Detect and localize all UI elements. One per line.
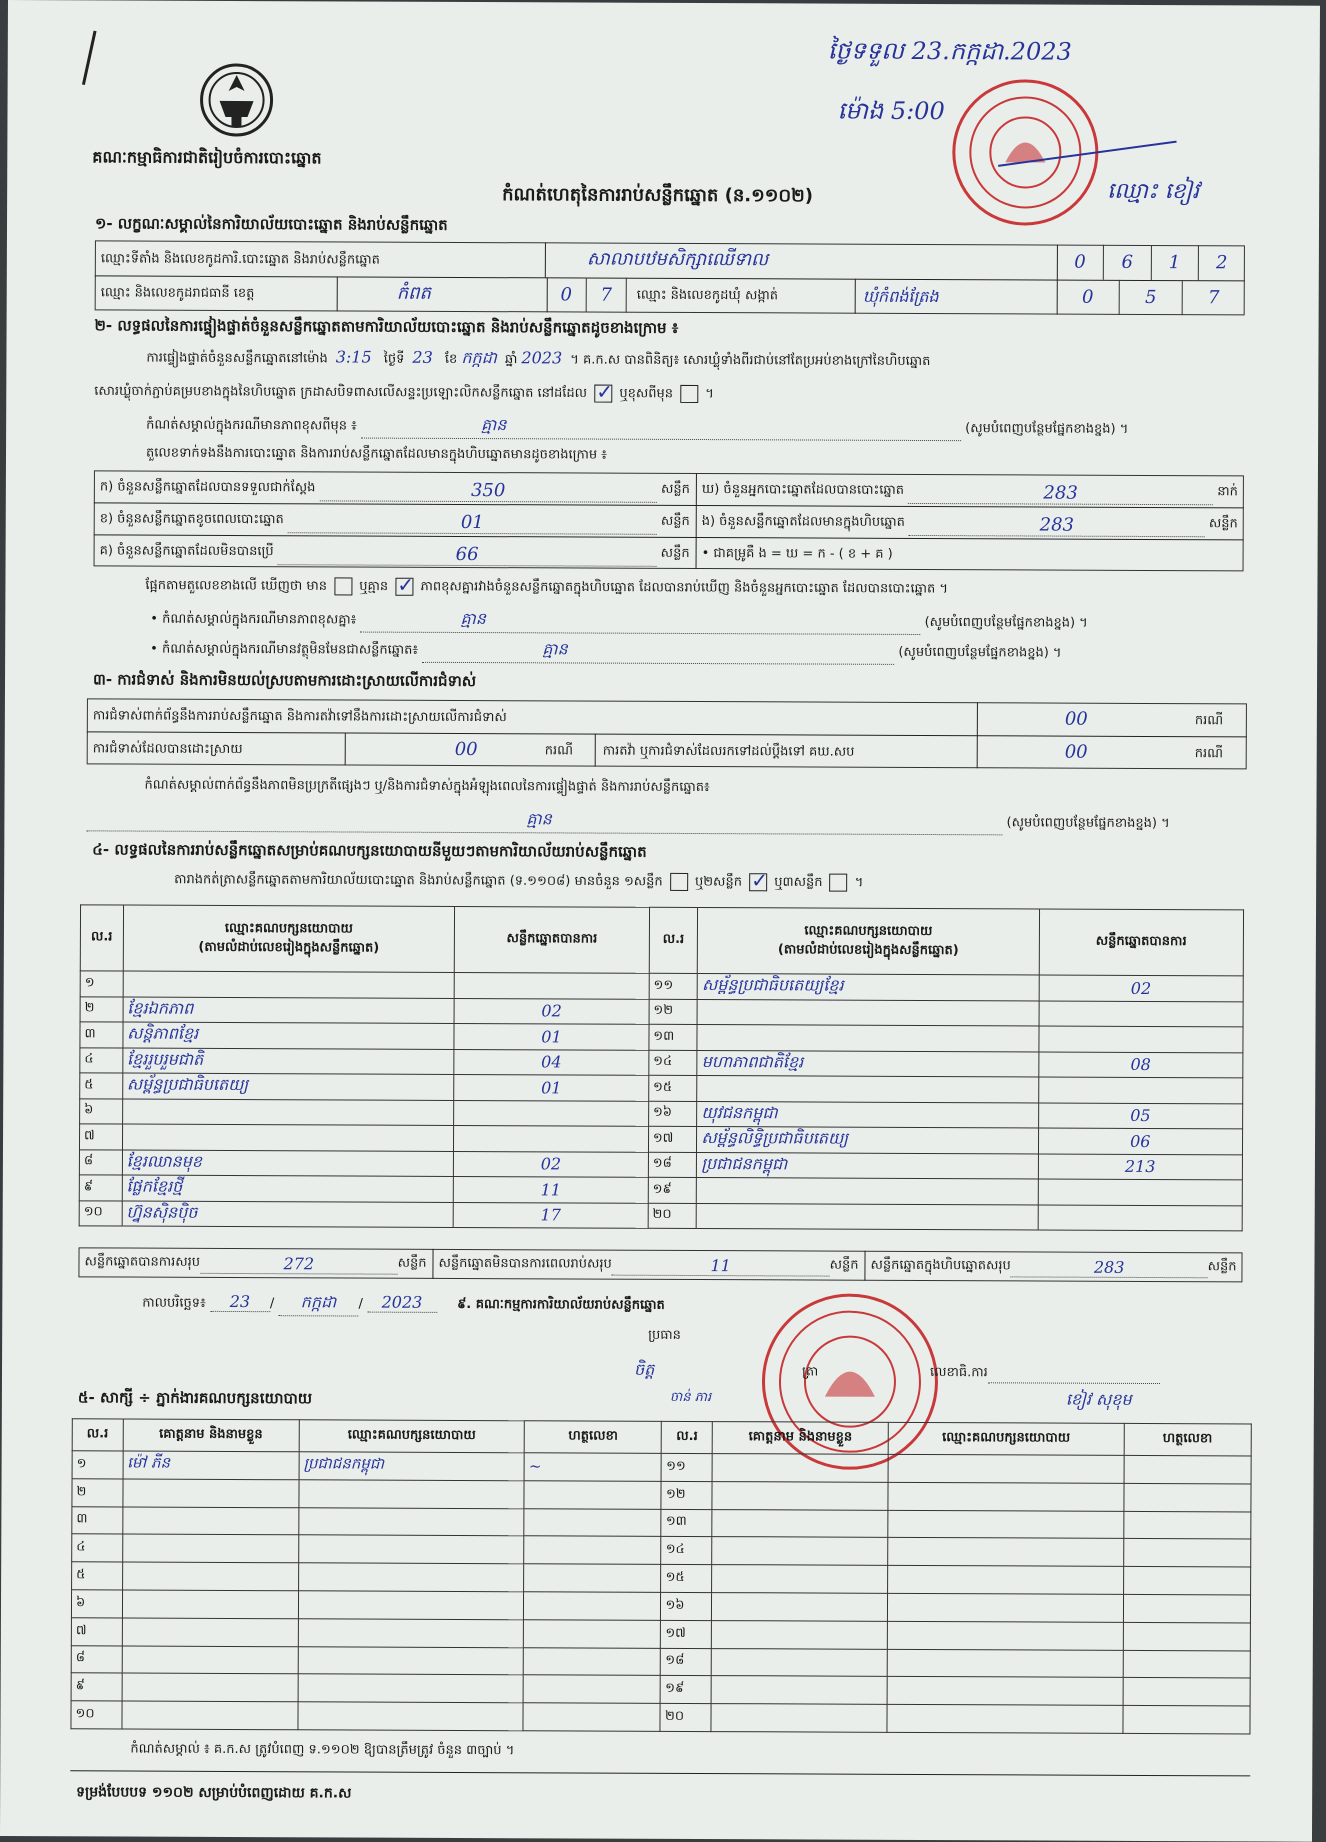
figure-label: ឃ) ចំនួនអ្នកបោះឆ្នោតដែលបានបោះឆ្នោត (701, 482, 905, 498)
party-name (697, 1178, 1038, 1205)
vote-count: 05 (1038, 1103, 1243, 1129)
section4-title: ៤- លទ្ធផលនៃការរាប់សន្លឹកឆ្នោតសម្រាប់គណបក្សនយោបាយនីមួយៗតាមការិយាល័យរាប់សន្លឹកឆ្នោត (92, 840, 647, 861)
figure-row-c (100, 542, 690, 567)
resolved-value: 00 (454, 738, 478, 761)
section2-title: ២- លទ្ធផលនៃការផ្ទៀងផ្ទាត់ចំនួនសន្លឹកឆ្នោតតាមការិយាល័យបោះឆ្នោត និងរាប់សន្លឹកឆ្នោតដូចខាងក្រោម ៖ (94, 316, 679, 337)
table-row (71, 1701, 1250, 1734)
form-title: កំណត់ហេតុនៃការរាប់សន្លឹកឆ្នោត (ន.១១០២) (502, 184, 814, 207)
figure-label: ក) ចំនួនសន្លឹកឆ្នោតដែលបានទទួលជាក់ស្តែង (99, 479, 316, 496)
witness-party (298, 1674, 524, 1703)
three-sheet-label: ឬ៣សន្លឹក (774, 874, 823, 891)
witness-name (712, 1481, 888, 1510)
col-party (123, 905, 455, 972)
fill-note: (សូមបំពេញបន្ថែមផ្នែកខាងខ្នង) ។ (898, 644, 1062, 661)
same-checkbox[interactable] (594, 385, 612, 403)
fill-note: (សូមបំពេញបន្ថែមផ្នែកខាងខ្នង) ។ (924, 615, 1088, 631)
row-number: ១៣ (649, 1024, 698, 1050)
row-number: ៥ (72, 1562, 123, 1590)
witness-name (711, 1593, 887, 1622)
chair-signature: ចិត្ត (633, 1359, 655, 1379)
object-remark-value: គ្មាន (422, 638, 894, 665)
party-name: សន្តិភាពខ្មែរ (123, 1022, 455, 1049)
province-code-digit: 0 (547, 277, 587, 312)
witness-party (888, 1566, 1123, 1595)
witness-party (299, 1535, 525, 1564)
witness-name (711, 1620, 887, 1649)
secretary-dots (988, 1364, 1160, 1384)
vote-count (1038, 1205, 1243, 1231)
figure-unit: សន្លឹក (660, 481, 690, 497)
objection-value: 00 (1064, 708, 1088, 730)
appeal-unit: ករណី (1194, 746, 1224, 762)
objection-unit: ករណី (1194, 713, 1224, 729)
vote-count: 213 (1038, 1154, 1243, 1180)
row-number: ១៦ (648, 1101, 697, 1127)
witness-name (712, 1509, 888, 1538)
party-name (122, 1099, 454, 1126)
row-number: ១៤ (661, 1537, 712, 1565)
valid-total (84, 1253, 426, 1274)
appeal-label: ការតវ៉ា ឬការជំទាស់ដែលរកទៅដល់ប្តឹងទៅ គឃ.សប (602, 743, 855, 760)
witness-signature (1122, 1706, 1250, 1734)
invalid-total-value: 11 (612, 1256, 830, 1277)
discrepancy-line (145, 577, 948, 600)
row-number: ៤ (80, 1047, 123, 1073)
party-name: សម្ព័ន្ធលិទ្ធិប្រជាធិបតេយ្យ (697, 1127, 1038, 1154)
object-remark (150, 637, 1061, 666)
verify-year-label: ឆ្នាំ (504, 352, 518, 368)
box-total-unit: សន្លឹក (1207, 1259, 1237, 1275)
site-value: សាលាបឋមសិក្សាឈើទាល (586, 248, 769, 271)
witness-party: ប្រជាជនកម្ពុជា (299, 1452, 525, 1481)
row-number: ១៧ (648, 1126, 697, 1152)
row-number: ២០ (660, 1704, 711, 1732)
witness-name (122, 1590, 298, 1619)
row-number: ១២ (661, 1481, 712, 1509)
irregularity-value: គ្មាន (86, 806, 1002, 835)
witness-party (299, 1480, 525, 1509)
irregularity-line (86, 806, 1169, 836)
row-number: ៨ (79, 1149, 122, 1175)
box-total-value: 283 (1011, 1257, 1208, 1278)
party-name: ផ្លែកខ្មែរថ្មី (122, 1175, 454, 1202)
figure-label: គ) ចំនួនសន្លឹកឆ្នោតដែលមិនបានប្រើ (99, 543, 274, 560)
witness-signature (524, 1481, 661, 1509)
row-number: ១៩ (648, 1177, 697, 1203)
resolved-unit: ករណី (544, 743, 574, 759)
figure-value: 283 (909, 514, 1205, 537)
witness-signature (524, 1620, 661, 1648)
witness-party (888, 1454, 1123, 1483)
figure-label: ង) ចំនួនសន្លឹកឆ្នោតដែលមានក្នុងហិបឆ្នោត (701, 514, 905, 530)
vote-count (1038, 1077, 1243, 1103)
diff-remark-label: • កំណត់សម្គាល់ក្នុងករណីមានភាពខុសគ្នា៖ (150, 611, 357, 628)
witness-name (122, 1562, 298, 1591)
witness-signature (1123, 1567, 1251, 1595)
row-number: ១៣ (661, 1509, 712, 1537)
witness-signature (1124, 1455, 1252, 1483)
witness-name (712, 1537, 888, 1566)
row-number: ១០ (79, 1200, 122, 1226)
one-sheet-checkbox[interactable] (670, 873, 688, 891)
figure-value: 283 (908, 482, 1213, 505)
witness-signature (1123, 1594, 1251, 1622)
invalid-total-label: សន្លឹកឆ្នោតមិនបានការពេលរាប់សរុប (438, 1255, 612, 1272)
witness-party (888, 1649, 1123, 1678)
row-number: ៦ (80, 1098, 123, 1124)
witness-party (888, 1593, 1123, 1622)
fill-note: (សូមបំពេញបន្ថែមផ្នែកខាងខ្នង) ។ (1006, 815, 1170, 832)
witness-name (122, 1507, 298, 1536)
commune-label: ឈ្មោះ និងលេខកូដឃុំ សង្កាត់ (636, 287, 778, 304)
figure-unit: សន្លឹក (660, 545, 690, 561)
vote-count: 04 (454, 1049, 649, 1075)
col-name: គោត្តនាម និងនាមខ្លួន (712, 1422, 888, 1455)
received-date: ថ្ងៃទទួល 23.កក្កដា.2023 (827, 36, 1072, 66)
witness-party (298, 1702, 524, 1731)
vote-count: 02 (454, 998, 649, 1024)
figure-label: ខ) ចំនួនសន្លឹកឆ្នោតខូចពេលបោះឆ្នោត (99, 511, 284, 528)
row-number: ៣ (72, 1506, 123, 1534)
vote-count: 11 (453, 1176, 648, 1202)
diff-note-value: គ្មាន (361, 414, 961, 442)
vote-count (1038, 1179, 1243, 1205)
col-party-sub: (តាមលំដាប់លេខរៀងក្នុងសន្លឹកឆ្នោត) (777, 941, 959, 958)
col-party: ឈ្មោះគណបក្សនយោបាយ (299, 1420, 525, 1453)
vote-count: 17 (453, 1202, 648, 1228)
witness-signature (1123, 1650, 1251, 1678)
vote-count: 02 (454, 1151, 649, 1177)
province-label: ឈ្មោះ និងលេខកូដរាជធានី ខេត្ត (100, 285, 255, 302)
witness-signature (1123, 1483, 1251, 1511)
row-number: ៣ (80, 1022, 123, 1048)
committee-name: គណៈកម្មាធិការជាតិរៀបចំការបោះឆ្នោត (92, 147, 322, 168)
witness-party (298, 1591, 524, 1620)
site-code-digit: 0 (1057, 245, 1104, 280)
row-number: ៤ (72, 1534, 123, 1562)
diff-note-line (146, 413, 1246, 443)
chair-name: ចាន់ ភារ (669, 1389, 712, 1406)
commune-code-digit: 0 (1057, 280, 1120, 315)
object-remark-label: • កំណត់សម្គាល់ក្នុងករណីមានវត្ថុមិនមែនជាសន្លឹកឆ្នោត៖ (150, 641, 419, 658)
site-code-digit: 1 (1151, 245, 1198, 280)
province-code-digit: 7 (587, 278, 627, 313)
party-name: សម្ព័ន្ធប្រជាធិបតេយ្យខ្មែរ (697, 974, 1038, 1001)
witness-name (711, 1648, 887, 1677)
row-number: ១២ (649, 999, 698, 1025)
witness-name (711, 1704, 887, 1733)
row-number: ៩ (79, 1175, 122, 1201)
received-signer: ឈ្មោះ ខៀវ (1107, 178, 1200, 205)
figure-row-a (100, 478, 690, 503)
figure-value: 01 (288, 511, 657, 535)
party-name (697, 1025, 1038, 1052)
figure-value: 66 (278, 543, 657, 567)
commune-code-digit: 5 (1120, 280, 1183, 315)
col-sign: ហត្ថលេខា (1124, 1423, 1252, 1456)
row-number: ១ (80, 971, 123, 997)
party-name: សម្ព័ន្ធប្រជាធិបតេយ្យ (122, 1073, 454, 1100)
col-votes: សន្លឹកឆ្នោតបានការ (454, 906, 649, 973)
witness-party (298, 1563, 524, 1592)
party-name (122, 1124, 454, 1151)
col-no: ល.រ (72, 1419, 123, 1451)
party-name: ប្រជាជនកម្ពុជា (697, 1152, 1038, 1179)
row-number: ១១ (662, 1453, 713, 1481)
chair-label: ប្រធាន (648, 1327, 681, 1343)
figure-unit: សន្លឹក (1208, 516, 1238, 532)
three-sheet-checkbox[interactable] (830, 874, 848, 892)
figures-intro: តួលេខទាក់ទងនឹងការបោះឆ្នោត និងការរាប់សន្លឹកឆ្នោតដែលមានក្នុងហិបឆ្នោតមានដូចខាងក្រោម ៖ (145, 445, 607, 463)
no-discrepancy-label: ឬគ្មាន (359, 579, 389, 595)
witness-signature (523, 1703, 660, 1731)
secretary-label (930, 1364, 1160, 1384)
two-sheet-checkbox[interactable] (749, 873, 767, 891)
party-name: យុវជនកម្ពុជា (697, 1101, 1038, 1128)
vote-count (454, 972, 649, 998)
row-number: ១០ (71, 1701, 122, 1729)
vote-count (454, 1125, 649, 1151)
pen-mark (82, 31, 97, 85)
row-number: ៨ (71, 1645, 122, 1673)
witness-party (299, 1507, 525, 1536)
date-month: កក្កដា (278, 1291, 358, 1316)
seal-text: សោរឃ្លុំចាក់ភ្ជាប់គម្របខាងក្នុងនៃហិបឆ្នោត ក្រដាសបិទពាសលើសន្ទះប្រឡោះលិកសន្លឹកឆ្នោត នៅដដែល (94, 383, 588, 402)
witness-signature: ~ (524, 1453, 661, 1481)
row-number: ១៩ (661, 1676, 712, 1704)
col-no: ល.រ (80, 905, 123, 971)
invalid-total-unit: សន្លឹក (829, 1257, 859, 1273)
emblem-icon (197, 61, 275, 139)
col-party: ឈ្មោះគណបក្សនយោបាយ (888, 1422, 1123, 1455)
official-stamp-top (952, 79, 1099, 226)
party-name (697, 999, 1038, 1026)
party-name (697, 1076, 1038, 1103)
witness-party (888, 1482, 1123, 1511)
vote-count: 06 (1038, 1128, 1243, 1154)
committee-label: ៩. គណៈកម្មការការិយាល័យរាប់សន្លឹកឆ្នោត (457, 1296, 665, 1313)
witness-name: ម៉ៅ ភីន (123, 1451, 299, 1480)
diff-remark-value: គ្មាន (360, 608, 920, 635)
witness-party (298, 1646, 524, 1675)
verify-month-label: ខែ (444, 351, 458, 367)
has-discrepancy-checkbox[interactable] (334, 577, 352, 595)
row-number: ៥ (80, 1073, 123, 1099)
verify-line (146, 346, 930, 373)
vote-count: 01 (454, 1023, 649, 1049)
row-number: ១៤ (649, 1050, 698, 1076)
figure-unit: សន្លឹក (660, 513, 690, 529)
witness-signature (524, 1592, 661, 1620)
site-code-digit: 2 (1215, 252, 1228, 274)
row-number: ៩ (71, 1673, 122, 1701)
commune-code-digit: 7 (1207, 287, 1220, 309)
no-discrepancy-checkbox[interactable] (395, 578, 413, 596)
row-number: ៧ (71, 1618, 122, 1646)
verify-text-2: ។ គ.ក.ស បានពិនិត្យ៖ សោរឃ្លុំទាំងពីរជាប់នៅតែប្រអប់ខាងក្រៅនៃហិបឆ្នោត (570, 352, 931, 370)
vote-count: 08 (1038, 1052, 1243, 1078)
witness-signature (1123, 1678, 1251, 1706)
commune-value: ឃុំកំពង់ត្រែង (862, 286, 939, 307)
date-line: កាលបរិច្ឆេទ៖ 23 / កក្កដា / 2023 ៩. គណៈកម្មការការិយាល័យរាប់សន្លឹកឆ្នោត (142, 1291, 665, 1318)
different-checkbox[interactable] (680, 385, 698, 403)
witness-signature (1123, 1539, 1251, 1567)
appeal-value: 00 (1064, 741, 1088, 763)
witness-signature (524, 1508, 661, 1536)
col-no: ល.រ (649, 907, 698, 973)
witness-name (122, 1673, 298, 1702)
secretary-name: ខៀវ សុខុម (1065, 1389, 1132, 1409)
date-year: 2023 (367, 1293, 437, 1313)
party-name: ខ្មែររួបរួមជាតិ (122, 1048, 454, 1075)
commune-code (1057, 280, 1245, 316)
witness-party (888, 1621, 1123, 1650)
party-name: ហ្វ៊ុនស៊ិនប៉ិច (122, 1201, 454, 1228)
col-no: ល.រ (662, 1421, 713, 1453)
col-party-sub: (តាមលំដាប់លេខរៀងក្នុងសន្លឹកឆ្នោត) (198, 939, 380, 956)
form-reference: ទម្រង់បែបបទ ១១០២ សម្រាប់បំពេញដោយ គ.ក.ស (76, 1784, 352, 1802)
valid-total-label: សន្លឹកឆ្នោតបានការសរុប (84, 1254, 201, 1270)
figure-row-d (702, 481, 1238, 505)
section5-title: ៥- សាក្សី ÷ ភ្នាក់ងារគណបក្សនយោបាយ (77, 1388, 313, 1408)
section1-title: ១- លក្ខណៈសម្គាល់នៃការិយាល័យបោះឆ្នោត និងរាប់សន្លឹកឆ្នោត (94, 214, 448, 234)
irregularity-note: កំណត់សម្គាល់ពាក់ព័ន្ធនឹងភាពមិនប្រក្រតីផ្សេងៗ ឬ/និងការជំទាស់ក្នុងអំឡុងពេលនៃការផ្ទៀងផ្ទាត់ និងការរាប់សន្លឹកឆ្នោត៖ (144, 777, 710, 796)
witness-party (888, 1510, 1123, 1539)
witness-name (712, 1454, 888, 1483)
results-table (79, 904, 1244, 1231)
vote-count (1039, 1026, 1244, 1052)
row-number: ១ (72, 1451, 123, 1479)
tally-sheets-text: តារាងកត់ត្រាសន្លឹកឆ្នោតតាមការិយាល័យបោះឆ្នោត និងរាប់សន្លឹកឆ្នោត (ទ.១១០៨) មានចំនួន ១សន្លឹក (174, 872, 663, 890)
box-total-label: សន្លឹកឆ្នោតក្នុងហិបឆ្នោតសរុប (870, 1257, 1011, 1274)
date-day: 23 (210, 1292, 270, 1312)
row-number: ២០ (648, 1203, 697, 1229)
witness-party (887, 1677, 1122, 1706)
footer-note: កំណត់សម្គាល់ ៖ គ.ក.ស ត្រូវបំពេញ ទ.១១០២ ឱ្យបានត្រឹមត្រូវ ចំនួន ៣ច្បាប់ ។ (130, 1741, 515, 1759)
vote-count (454, 1100, 649, 1126)
witness-signature (523, 1675, 660, 1703)
figure-row-b (100, 510, 690, 535)
verify-day-label: ថ្ងៃទី (383, 351, 405, 367)
witness-party (888, 1538, 1123, 1567)
table-row (79, 1200, 1242, 1231)
party-name (696, 1203, 1037, 1230)
witness-name (122, 1646, 298, 1675)
row-number: ៦ (71, 1590, 122, 1618)
witness-name (122, 1534, 298, 1563)
row-number: ១៧ (661, 1620, 712, 1648)
figure-formula: • ជាគម្រូគឺ ង = ឃ = ក - ( ខ + គ ) (701, 546, 893, 562)
witness-name (122, 1618, 298, 1647)
witness-party (298, 1619, 524, 1648)
row-number: ១៥ (661, 1565, 712, 1593)
witness-signature (524, 1536, 661, 1564)
witness-name (712, 1565, 888, 1594)
figure-unit: នាក់ (1217, 484, 1238, 500)
fill-note: (សូមបំពេញបន្ថែមផ្នែកខាងខ្នង) ។ (965, 421, 1129, 437)
row-number: ៧ (79, 1124, 122, 1150)
section3-title: ៣- ការជំទាស់ និងការមិនយល់ស្របតាមការដោះស្រាយលើការជំទាស់ (92, 670, 477, 691)
province-value: កំពត (396, 282, 432, 304)
row-number: ១១ (649, 973, 698, 999)
figure-value: 350 (319, 479, 657, 502)
row-number: ១៦ (661, 1592, 712, 1620)
seal-label: ត្រា (801, 1364, 819, 1380)
witness-name (711, 1676, 887, 1705)
col-party (698, 908, 1040, 975)
seal-text-2: ឬខុសពីមុន (619, 386, 674, 402)
party-name: ខ្មែរឈានមុខ (122, 1150, 454, 1177)
party-name: មហាភាពជាតិខ្មែរ (697, 1050, 1038, 1077)
secretary-text: លេខាធិ.ការ (929, 1365, 988, 1381)
province-code (547, 277, 627, 312)
party-name (123, 971, 455, 998)
verify-year: 2023 (521, 348, 563, 368)
row-number: ២ (80, 996, 123, 1022)
date-label: កាលបរិច្ឆេទ៖ (142, 1295, 206, 1311)
vote-count: 02 (1039, 975, 1244, 1001)
verify-day: 23 (412, 347, 433, 367)
col-name: គោត្តនាម និងនាមខ្លួន (123, 1419, 299, 1452)
figure-row-e (702, 513, 1238, 537)
verify-month: កក្កដា (461, 347, 497, 368)
tally-sheets-line: តារាងកត់ត្រាសន្លឹកឆ្នោតតាមការិយាល័យបោះឆ្នោត និងរាប់សន្លឹកឆ្នោត (ទ.១១០៨) មានចំនួន ១សន្លឹក ឬ២សន្លឹក ✓ ឬ៣សន្លឹក ។ (174, 871, 863, 894)
discrepancy-text-2: ភាពខុសគ្នារវាងចំនួនសន្លឹកឆ្នោតក្នុងហិបឆ្នោត ដែលបានរាប់ឃើញ និងចំនួនអ្នកបោះឆ្នោត ដែលបានបោះឆ្នោត ។ (420, 579, 949, 597)
col-sign: ហត្ថលេខា (524, 1421, 661, 1454)
witness-name (122, 1479, 298, 1508)
witness-signature (523, 1647, 660, 1675)
witness-signature (1123, 1511, 1251, 1539)
diff-note-label: កំណត់សម្គាល់ក្នុងករណីមានភាពខុសពីមុន ៖ (146, 417, 357, 434)
witness-table (70, 1418, 1251, 1734)
site-code (1057, 245, 1245, 281)
vote-count: 01 (454, 1074, 649, 1100)
witness-party (887, 1705, 1122, 1734)
two-sheet-label: ឬ២សន្លឹក (694, 874, 743, 890)
site-code-digit: 6 (1104, 245, 1151, 280)
received-time: ម៉ោង 5:00 (837, 96, 945, 126)
witness-signature (1123, 1622, 1251, 1650)
resolved-label: ការជំទាស់ដែលបានដោះស្រាយ (92, 741, 243, 758)
site-label: ឈ្មោះទីតាំង និងលេខកូដការិ.បោះឆ្នោត និងរាប់សន្លឹកឆ្នោត (100, 251, 380, 268)
verify-time: 3:15 (335, 347, 372, 367)
row-number: ១៨ (648, 1152, 697, 1178)
valid-total-value: 272 (200, 1254, 398, 1275)
witness-name (122, 1701, 298, 1730)
box-total (870, 1257, 1236, 1279)
objection-label: ការជំទាស់ពាក់ព័ន្ធនឹងការរាប់សន្លឹកឆ្នោត និងការតវ៉ាទៅនឹងការដោះស្រាយលើការជំទាស់ (92, 708, 507, 726)
col-party-title: ឈ្មោះគណបក្សនយោបាយ (804, 922, 933, 939)
vote-count (1039, 1001, 1244, 1027)
valid-total-unit: សន្លឹក (397, 1255, 427, 1271)
invalid-total (438, 1255, 858, 1277)
witness-signature (524, 1564, 661, 1592)
row-number: ២ (72, 1479, 123, 1507)
col-votes: សន្លឹកឆ្នោតបានការ (1039, 909, 1244, 976)
seal-line: សោរឃ្លុំចាក់ភ្ជាប់គម្របខាងក្នុងនៃហិបឆ្នោត ក្រដាសបិទពាសលើសន្ទះប្រឡោះលិកសន្លឹកឆ្នោត នៅដដែល ✓ ឬខុសពីមុន ។ (94, 382, 714, 404)
party-name: ខ្មែរឯកភាព (123, 997, 455, 1024)
row-number: ១៥ (649, 1075, 698, 1101)
verify-text: ការផ្ទៀងផ្ទាត់ចំនួនសន្លឹកឆ្នោតនៅម៉ោង (146, 350, 328, 367)
discrepancy-text: ផ្អែកតាមតួលេខខាងលើ ឃើញថា មាន (145, 578, 328, 594)
col-party-title: ឈ្មោះគណបក្សនយោបាយ (224, 920, 353, 937)
diff-remark (150, 607, 1088, 636)
row-number: ១៨ (661, 1648, 712, 1676)
